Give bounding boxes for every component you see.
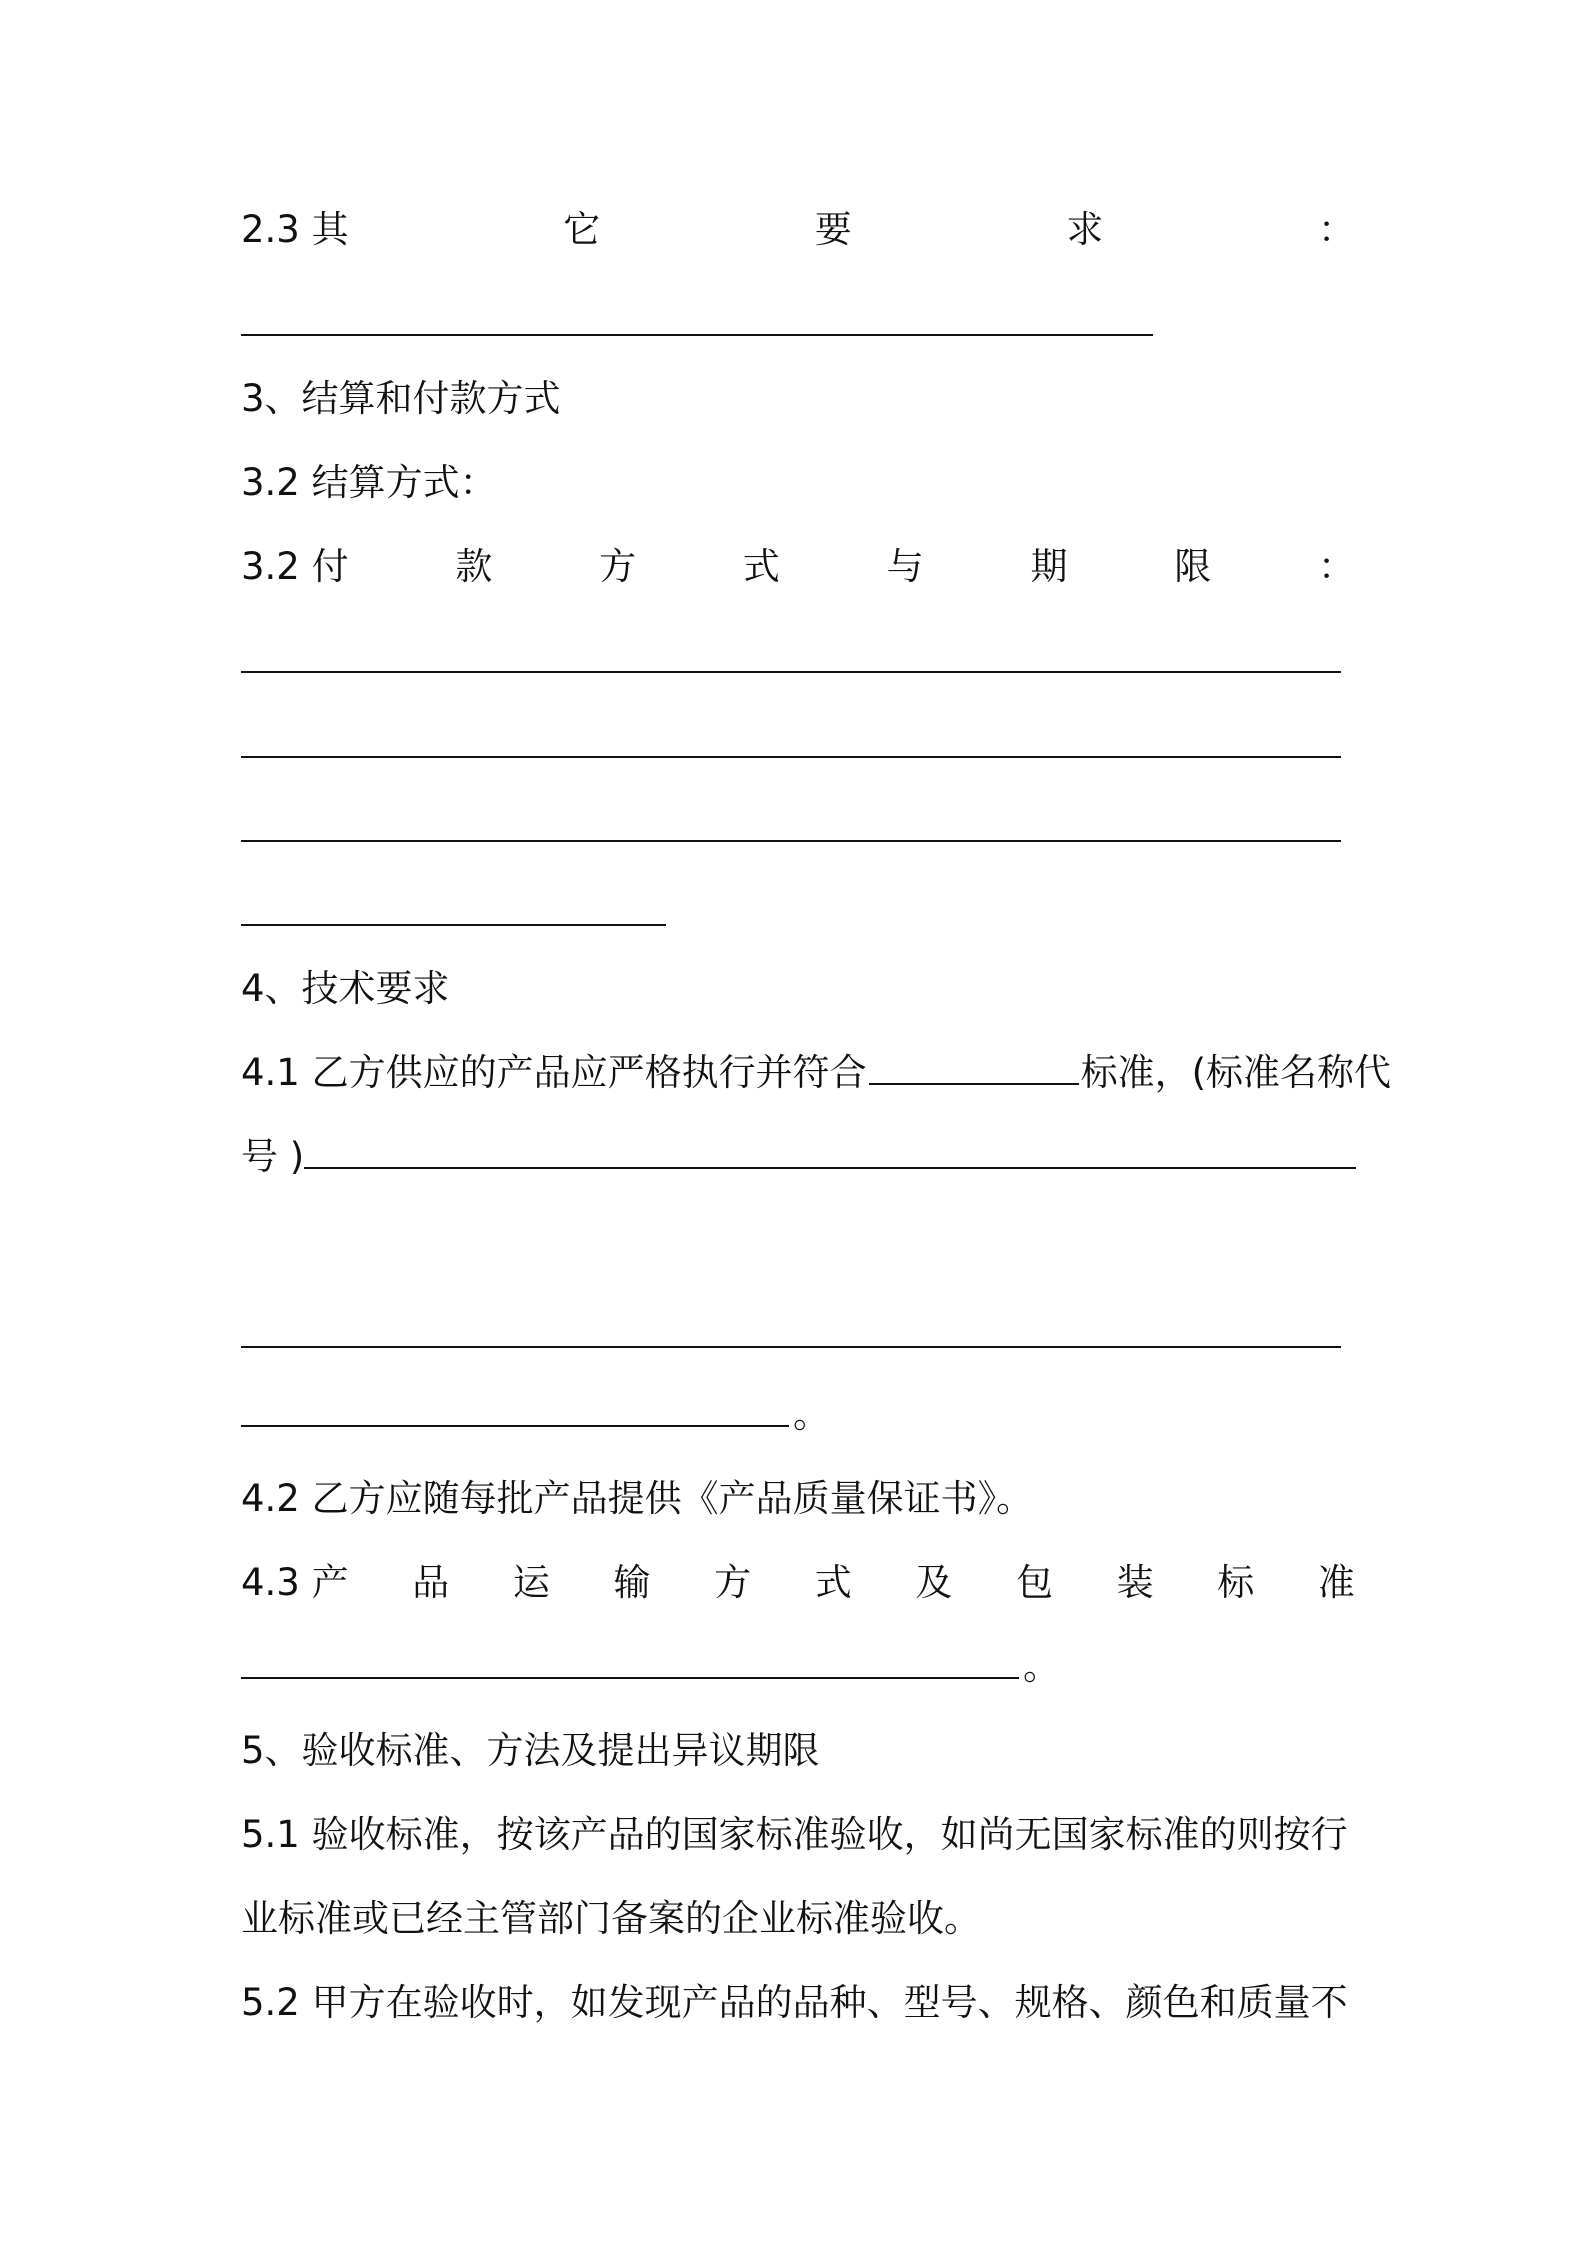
clause-4-1-continued: 号 )	[241, 1122, 1355, 1192]
section-3-heading: 3、结算和付款方式	[241, 377, 561, 420]
blank-line-with-period: 。	[241, 1380, 1355, 1450]
blank-line	[241, 1647, 1019, 1679]
blank-line-with-period: 。	[241, 1632, 1355, 1702]
clause-4-1: 4.1 乙方供应的产品应严格执行并符合 标准，(标准名称代	[241, 1051, 1392, 1094]
standard-blank	[869, 1053, 1079, 1085]
clause-3-2-settlement-method: 3.2 结算方式：	[241, 461, 497, 504]
blank-line	[241, 840, 1341, 842]
clause-4-3: 4.3 产 品 运 输 方 式 及 包 装 标 准	[241, 1561, 1355, 1604]
clause-2-3-other-requirements: 2.3 其 它 要 求 ：	[241, 208, 1355, 251]
blank-line	[241, 334, 1153, 336]
blank-line	[241, 1395, 789, 1427]
blank-line	[241, 671, 1341, 673]
blank-line	[241, 756, 1341, 758]
clause-5-1-continued: 业标准或已经主管部门备案的企业标准验收。	[241, 1897, 981, 1940]
blank-line	[241, 1346, 1341, 1348]
blank-line	[241, 924, 666, 926]
section-5-heading: 5、验收标准、方法及提出异议期限	[241, 1729, 820, 1772]
section-4-heading: 4、技术要求	[241, 967, 450, 1010]
blank-line	[304, 1137, 1356, 1169]
clause-5-1: 5.1 验收标准，按该产品的国家标准验收，如尚无国家标准的则按行	[241, 1813, 1348, 1856]
clause-3-2-payment-terms: 3.2 付 款 方 式 与 期 限 ：	[241, 545, 1355, 588]
clause-4-2: 4.2 乙方应随每批产品提供《产品质量保证书》。	[241, 1477, 1034, 1520]
clause-5-2: 5.2 甲方在验收时，如发现产品的品种、型号、规格、颜色和质量不	[241, 1981, 1348, 2024]
